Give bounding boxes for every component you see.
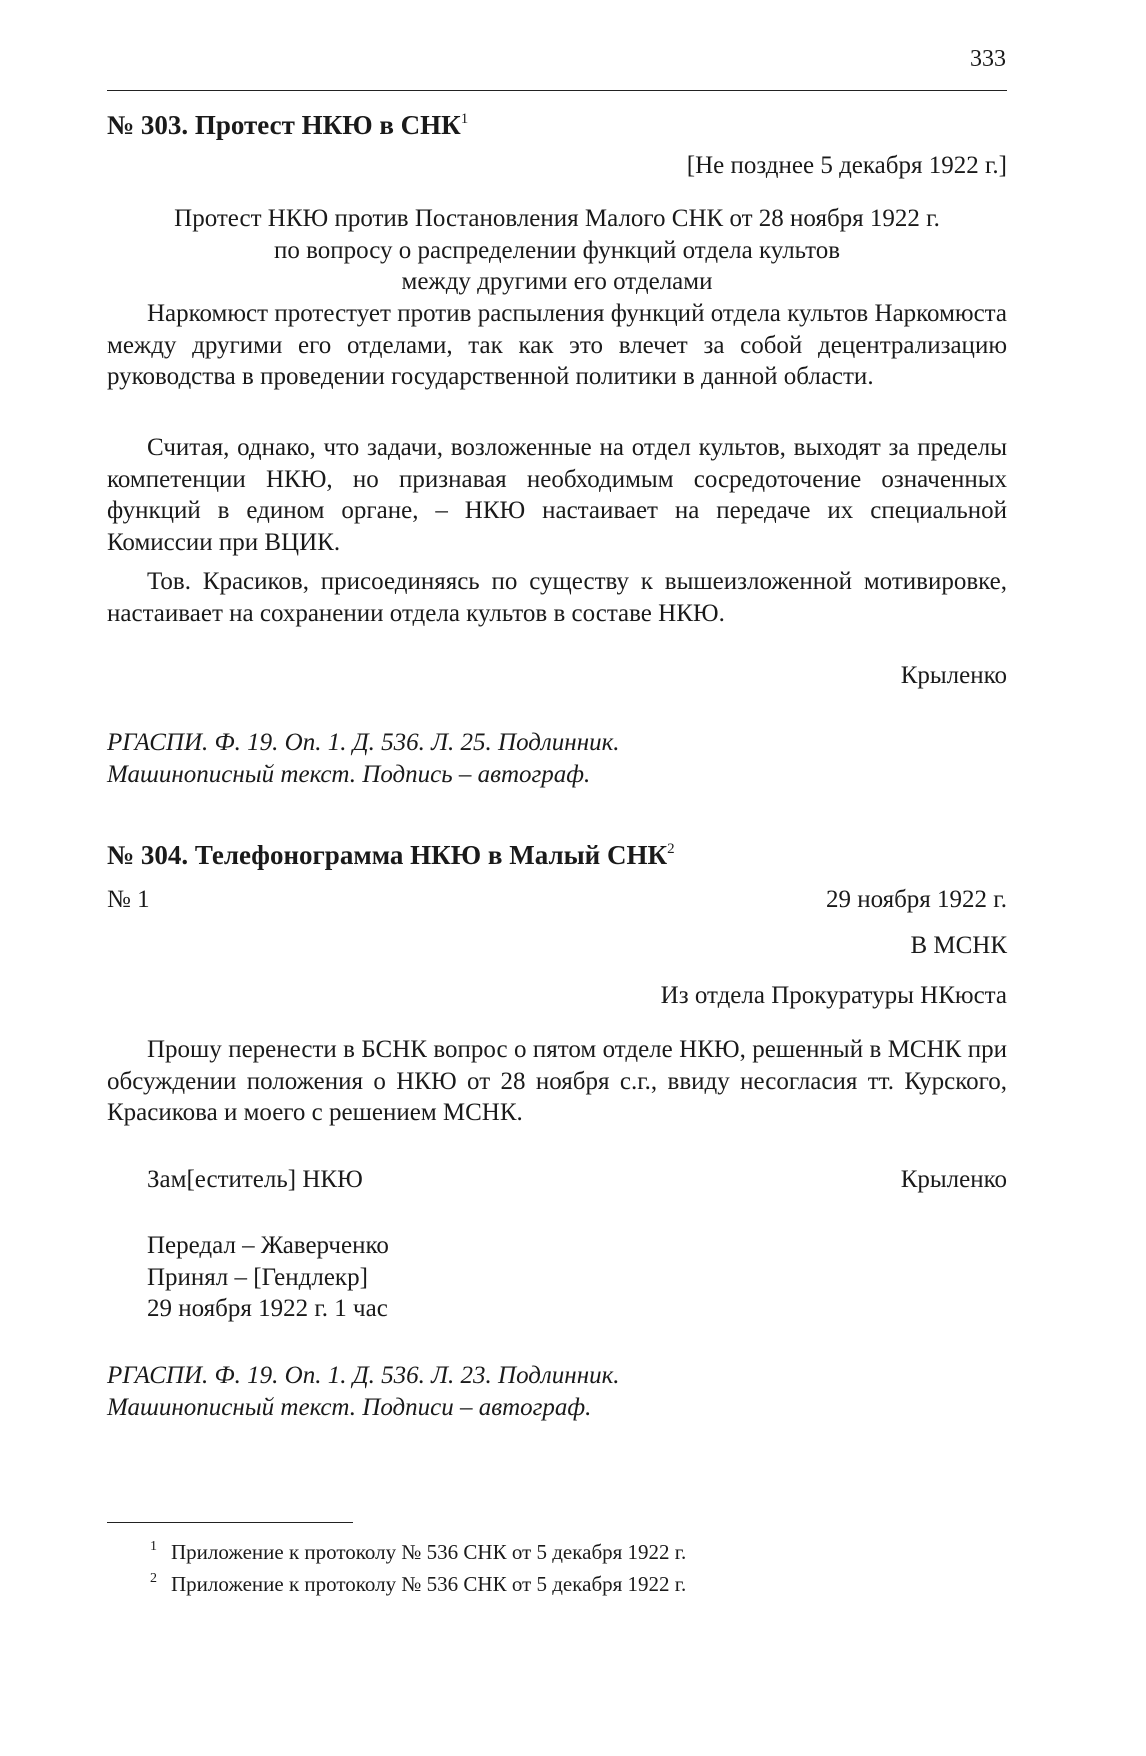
doc303-title [107, 203, 1007, 298]
footnote-2-text: Приложение к протоколу № 536 СНК от 5 декабря 1922 г. [171, 1572, 687, 1596]
doc304-recipient: В МСНК [910, 932, 1007, 959]
doc304-sender: Из отдела Прокуратуры НКюста [660, 982, 1007, 1009]
footnote-1-text: Приложение к протоколу № 536 СНК от 5 декабря 1922 г. [171, 1540, 687, 1564]
doc304-number: № 1 [107, 886, 150, 913]
doc304-transmission [107, 1230, 1007, 1325]
doc304-source [107, 1360, 1007, 1423]
footnote-1 [150, 1538, 686, 1566]
doc304-heading-text: № 304. Телефонограмма НКЮ в Малый СНК [107, 840, 668, 870]
doc304-date: 29 ноября 1922 г. [825, 886, 1007, 913]
doc303-heading-text: № 303. Протест НКЮ в СНК [107, 110, 461, 140]
doc304-number-date-row [107, 884, 1007, 916]
doc303-paragraph-1: Наркомюст протестует против распыления функций отдела культов Наркомюста между другими его отделами, так как это влечет за собой децентрализацию руководства в проведении государственной политики в данной области. [107, 300, 1007, 390]
footnote-rule [107, 1522, 353, 1523]
doc304-received-by: Принял – [Гендлекр] [147, 1263, 368, 1291]
footnote-ref-1[interactable]: 1 [460, 111, 469, 127]
doc303-title-line1: Протест НКЮ против Постановления Малого СНК от 28 ноября 1922 г. [174, 205, 940, 232]
doc304-heading [107, 838, 1007, 872]
footnote-2-mark: 2 [150, 1571, 157, 1586]
doc303-date: [Не позднее 5 декабря 1922 г.] [686, 152, 1007, 179]
doc304-source-line2: Машинописный текст. Подписи – автограф. [107, 1393, 592, 1421]
footnote-2 [150, 1570, 686, 1598]
doc304-position: Зам[еститель] НКЮ [147, 1166, 363, 1193]
doc304-signature-row [107, 1164, 1007, 1196]
doc304-body: Прошу перенести в БСНК вопрос о пятом отделе НКЮ, решенный в МСНК при обсуждении положения о НКЮ от 28 ноября с.г., ввиду несогласия тт. Курского, Красикова и моего с решением МСНК. [107, 1036, 1007, 1126]
doc303-paragraph-3: Тов. Красиков, присоединяясь по существу к вышеизложенной мотивировке, настаивает на сохранении отдела культов в составе НКЮ. [107, 568, 1007, 627]
doc304-sent-by: Передал – Жаверченко [147, 1232, 389, 1259]
doc303-source-line1: РГАСПИ. Ф. 19. Оп. 1. Д. 536. Л. 25. Подлинник. [107, 729, 620, 756]
header-rule [107, 90, 1007, 91]
doc303-title-line2: по вопросу о распределении функций отдела культов [273, 236, 841, 264]
doc303-source-line2: Машинописный текст. Подпись – автограф. [107, 760, 591, 788]
footnote-ref-2[interactable]: 2 [667, 841, 675, 857]
doc303-title-line3: между другими его отделами [401, 268, 713, 295]
doc304-time: 29 ноября 1922 г. 1 час [147, 1295, 388, 1322]
doc303-signature: Крыленко [900, 662, 1007, 689]
doc304-source-line1: РГАСПИ. Ф. 19. Оп. 1. Д. 536. Л. 23. Подлинник. [107, 1362, 620, 1389]
page-number: 333 [970, 46, 1006, 72]
doc303-heading [107, 108, 1007, 142]
doc303-source [107, 727, 1007, 790]
doc303-paragraph-2: Считая, однако, что задачи, возложенные на отдел культов, выходят за пределы компетенции НКЮ, но признавая необходимым сосредоточение означенных функций в едином органе, – НКЮ настаивает на передаче их специальной Комиссии при ВЦИК. [107, 434, 1007, 556]
doc304-signature: Крыленко [900, 1166, 1007, 1193]
footnote-1-mark: 1 [150, 1539, 157, 1554]
